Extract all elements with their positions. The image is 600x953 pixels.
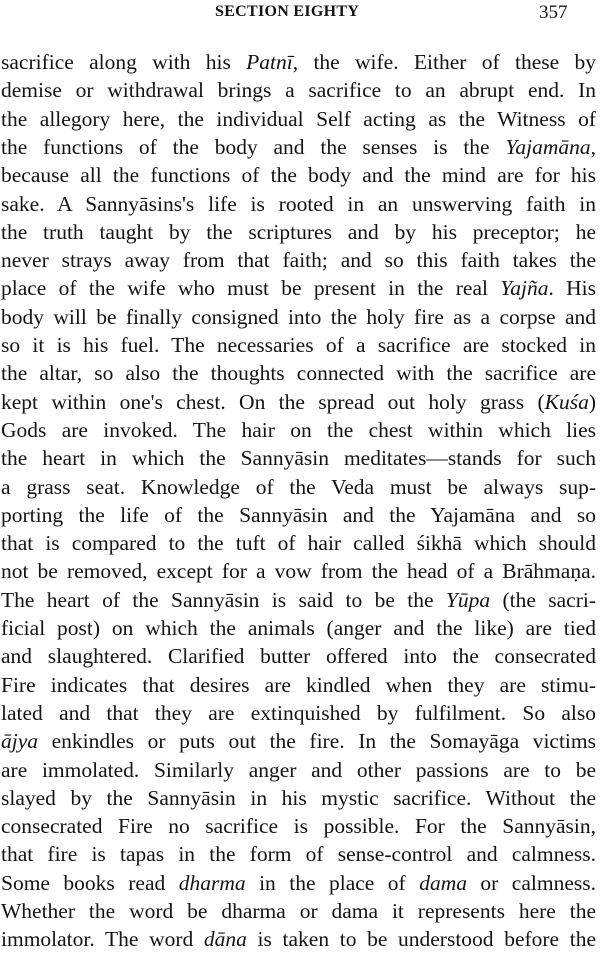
text-run: is taken to be understood before the [246,927,596,952]
italic-term: Patnī [246,50,293,74]
page-header [0,2,600,26]
text-run: the truth taught by the scriptures and by his preceptor; he [1,219,596,244]
text-run: the functions of the body and the senses is the [1,134,506,159]
text-run: slayed by the Sannyāsin in his mystic sacrifice. Without the [1,785,596,810]
italic-term: Kuśa [544,389,589,414]
text-line [1,444,596,472]
text-line [1,529,596,557]
text-run: sacrifice along with his [1,50,247,74]
text-line [1,699,596,727]
text-run: Some books read [1,870,179,895]
text-line [1,359,596,387]
text-line [1,586,596,614]
text-line [1,727,596,755]
text-line [1,557,596,585]
text-run: that is compared to the tuft of hair called śikhā which should [1,531,596,556]
text-run: porting the life of the Sannyāsin and the Yajamāna and so [1,502,596,527]
text-run: that fire is tapas in the form of sense-control and calmness. [1,842,596,867]
text-line [1,303,596,331]
text-run: Gods are invoked. The hair on the chest within which lies [1,417,596,442]
text-run: enkindles or puts out the fire. In the Somayāga victims [38,729,596,754]
text-run: so it is his fuel. The necessaries of a sacrifice are stocked in [1,333,596,357]
italic-term: dama [419,870,467,895]
text-run: because all the functions of the body and the mind are for his [1,163,596,188]
text-run: or calmness. [466,870,596,895]
text-line [1,416,596,444]
text-run: (the sacri- [490,587,596,612]
page-number: 357 [539,2,568,23]
text-line [1,614,596,642]
text-run: lated and that they are extinquished by fulfilment. So also [1,700,596,725]
text-line [1,642,596,670]
text-run: kept within one's chest. On the spread out holy grass ( [1,389,545,414]
text-run: a grass seat. Knowledge of the Veda must be always sup- [1,474,596,499]
text-run: , the wife. Either of these by [292,50,596,74]
text-line [1,161,596,189]
text-run: immolator. The word [1,927,204,952]
text-line [1,897,596,925]
text-run: and slaughtered. Clarified butter offered into the consecrated [1,644,596,669]
italic-term: dharma [178,870,246,895]
text-run: the altar, so also the thoughts connected with the sacrifice are [1,361,596,386]
text-line [1,473,596,501]
text-run: consecrated Fire no sacrifice is possible. For the Sannyāsin, [1,814,596,839]
text-run: place of the wife who must be present in the real [1,276,501,301]
text-run: the heart in which the Sannyāsin meditates—stands for such [1,446,596,471]
text-run: in the place of [245,870,420,895]
italic-term: Yajamāna [505,134,591,159]
text-line [1,671,596,699]
running-head: SECTION EIGHTY [215,3,360,20]
text-line [1,274,596,302]
italic-term: Yūpa [445,587,491,612]
text-line [1,388,596,416]
text-line [1,869,596,897]
text-run: , [590,134,596,159]
text-run: are immolated. Similarly anger and other passions are to be [1,757,596,782]
text-line [1,246,596,274]
text-line [1,812,596,840]
italic-term: ājya [1,729,39,754]
text-run: Whether the word be dharma or dama it represents here the [1,899,596,923]
text-line [1,784,596,812]
text-run: never strays away from that faith; and so this faith takes the [1,248,596,273]
text-run: ) [588,389,596,414]
text-line [1,105,596,133]
text-line [1,190,596,218]
text-run: the allegory here, the individual Self acting as the Witness of [1,106,596,131]
text-line [1,48,596,76]
italic-term: Yajña [500,276,549,301]
text-run: Fire indicates that desires are kindled when they are stimu- [1,672,596,697]
text-run: The heart of the Sannyāsin is said to be the [1,587,446,612]
text-run: body will be finally consigned into the holy fire as a corpse and [1,304,596,329]
text-line [1,840,596,868]
text-run: ficial post) on which the animals (anger and the like) are tied [1,616,596,640]
italic-term: dāna [203,927,247,952]
text-line [1,925,596,953]
text-run: sake. A Sannyāsins's life is rooted in an unswerving faith in [1,191,596,216]
text-line [1,133,596,161]
text-line [1,756,596,784]
text-line [1,501,596,529]
text-line [1,76,596,104]
text-line [1,218,596,246]
text-run: . His [548,276,596,301]
text-run: demise or withdrawal brings a sacrifice to an abrupt end. In [1,78,596,103]
text-run: not be removed, except for a vow from the head of a Brāhmaṇa. [1,559,596,584]
text-line [1,331,596,359]
